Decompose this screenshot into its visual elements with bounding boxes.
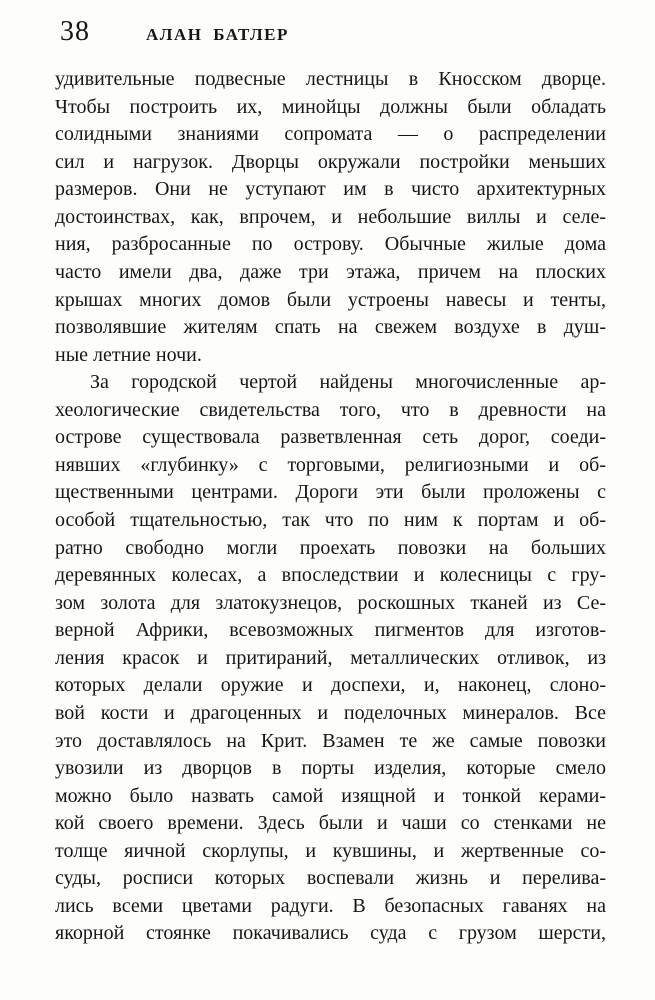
text-line: острове существовала разветвленная сеть дорог, соеди- <box>55 426 606 449</box>
text-line: которых делали оружие и доспехи, и, наконец, слоно- <box>55 674 606 697</box>
running-title: АЛАН БАТЛЕР <box>146 25 289 44</box>
text-line: ратно свободно могли проехать повозки на больших <box>55 536 606 559</box>
text-line: увозили из дворцов в порты изделия, которые смело <box>55 757 606 780</box>
text-line: верной Африки, всевозможных пигментов для изготов- <box>55 619 606 642</box>
page-number: 38 <box>60 16 90 47</box>
paragraph <box>55 369 606 948</box>
text-line: деревянных колесах, а впоследствии и колесницы с гру- <box>55 564 606 587</box>
text-line: ния, разбросанные по острову. Обычные жилые дома <box>55 233 606 256</box>
text-line: толще яичной скорлупы, и кувшины, и жертвенные со- <box>55 839 606 862</box>
text-line: часто имели два, даже три этажа, причем на плоских <box>55 260 606 283</box>
text-line: удивительные подвесные лестницы в Кносском дворце. <box>55 68 606 90</box>
text-line: зом золота для златокузнецов, роскошных тканей из Се- <box>55 591 606 614</box>
running-header <box>60 16 289 48</box>
text-line: крышах многих домов были устроены навесы и тенты, <box>55 288 606 311</box>
text-line: щественными центрами. Дороги эти были проложены с <box>55 481 606 504</box>
text-line: особой тщательностью, так что по ним к портам и об- <box>55 509 606 531</box>
text-line: Чтобы построить их, минойцы должны были обладать <box>55 95 606 118</box>
paragraph <box>55 66 606 369</box>
text-line: якорной стоянке покачивались суда с грузом шерсти, <box>55 922 606 945</box>
text-line: вой кости и драгоценных и поделочных минералов. Все <box>55 701 606 724</box>
text-line: достоинствах, как, впрочем, и небольшие виллы и селе- <box>55 205 606 228</box>
text-line: это доставлялось на Крит. Взамен те же самые повозки <box>55 729 606 752</box>
text-line: суды, росписи которых воспевали жизнь и перелива- <box>55 867 606 890</box>
text-line: ные летние ночи. <box>55 343 202 366</box>
text-line: ления красок и притираний, металлических отливок, из <box>55 646 606 669</box>
text-line: За городской чертой найдены многочисленные ар- <box>90 371 606 394</box>
text-line: солидными знаниями сопромата — о распределении <box>55 123 606 146</box>
page-body <box>55 66 606 948</box>
text-line: позволявшие жителям спать на свежем воздухе в душ- <box>55 316 606 339</box>
text-line: сил и нагрузок. Дворцы окружали постройки меньших <box>55 150 606 173</box>
text-line: можно было назвать самой изящной и тонкой керами- <box>55 784 606 807</box>
text-line: лись всеми цветами радуги. В безопасных гаванях на <box>55 894 606 917</box>
text-line: нявших «глубинку» с торговыми, религиозными и об- <box>55 453 606 476</box>
text-line: хеологические свидетельства того, что в древности на <box>55 398 606 421</box>
text-line: размеров. Они не уступают им в чисто архитектурных <box>55 178 606 201</box>
text-line: кой своего времени. Здесь были и чаши со стенками не <box>55 812 606 835</box>
